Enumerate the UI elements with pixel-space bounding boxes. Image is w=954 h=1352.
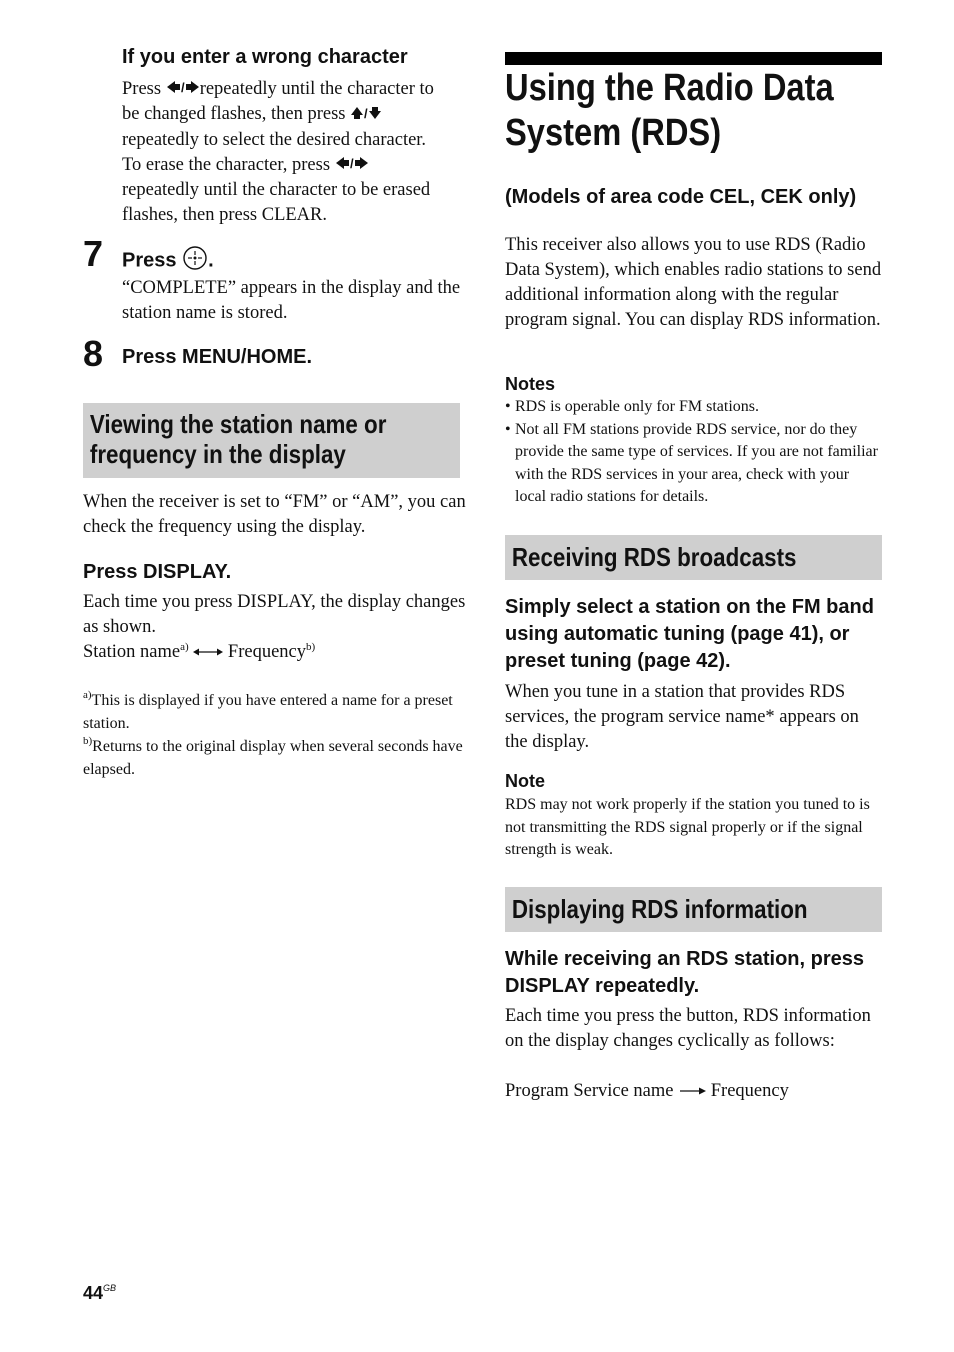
- step-7-text: “COMPLETE” appears in the display and the station name is stored.: [122, 278, 461, 323]
- double-arrow-icon: [193, 640, 223, 665]
- step-7-number: 7: [83, 233, 104, 274]
- right-arrow-icon: [678, 1079, 706, 1104]
- press-display-text: Each time you press DISPLAY, the display changes as shown.: [83, 592, 466, 637]
- note-item: • Not all FM stations provide RDS service, nor do they provide the same type of services. If you are not familiar with the RDS services in your area, check with your local radio stations for details.: [505, 419, 882, 509]
- svg-text:/: /: [349, 155, 354, 170]
- svg-text:/: /: [180, 80, 185, 95]
- press-display-heading: Press DISPLAY.: [83, 561, 232, 583]
- display-sequence: Station name$^{a)}$ Frequency$^{b)}$: [83, 640, 315, 665]
- up-down-arrows-icon: [350, 103, 382, 128]
- rds-intro: This receiver also allows you to use RDS (Radio Data System), which enables radio stations to send additional information along with the regular program signal. You can display RDS information.: [505, 235, 882, 330]
- receiving-text: When you tune in a station that provides RDS services, the program service name* appears on the display.: [505, 682, 859, 752]
- displaying-text: Each time you press the button, RDS information on the display changes cyclically as follows:: [505, 1006, 871, 1051]
- title-rule: [505, 52, 882, 65]
- wrong-character-text: Press / repeatedly until the character to be changed flashes, then press / repeatedly to select the desired character. To erase the character, press / repeatedly until the character to be erased flashes, then press CLEAR.: [122, 79, 434, 225]
- left-right-arrows-icon: [335, 153, 369, 178]
- page-title: Using the Radio Data System (RDS): [505, 67, 834, 154]
- wrong-character-heading: If you enter a wrong character: [122, 46, 408, 68]
- receiving-heading: Simply select a station on the FM band using automatic tuning (page 41), or preset tuning (page 42).: [505, 596, 874, 672]
- section-band-receiving: Receiving RDS broadcasts: [505, 535, 882, 580]
- left-right-arrows-icon: [166, 77, 200, 102]
- notes-list: [505, 396, 882, 509]
- footnote-a: $^{a)}$This is displayed if you have entered a name for a preset station.: [83, 689, 453, 732]
- enter-button-icon: [182, 245, 208, 277]
- note-heading: Note: [505, 771, 545, 791]
- page-number: $44^{GB}$: [83, 1283, 117, 1303]
- note-text: RDS may not work properly if the station you tuned to is not transmitting the RDS signal properly or if the signal strength is weak.: [505, 796, 870, 859]
- rds-sequence: Program Service name Frequency: [505, 1079, 789, 1104]
- step-7-heading: Press .: [122, 245, 214, 277]
- models-heading: (Models of area code CEL, CEK only): [505, 186, 857, 208]
- displaying-heading: While receiving an RDS station, press DISPLAY repeatedly.: [505, 948, 864, 997]
- step-8-number: 8: [83, 333, 104, 374]
- note-item: • RDS is operable only for FM stations.: [505, 396, 882, 419]
- step-8-heading: Press MENU/HOME.: [122, 346, 313, 368]
- svg-text:/: /: [364, 105, 368, 120]
- footnote-b: $^{b)}$Returns to the original display when several seconds have elapsed.: [83, 735, 463, 778]
- section-band-viewing: Viewing the station name or frequency in the display: [83, 403, 460, 478]
- notes-heading: Notes: [505, 374, 556, 394]
- viewing-text: When the receiver is set to “FM” or “AM”, you can check the frequency using the display.: [83, 492, 466, 537]
- section-band-displaying: Displaying RDS information: [505, 887, 882, 932]
